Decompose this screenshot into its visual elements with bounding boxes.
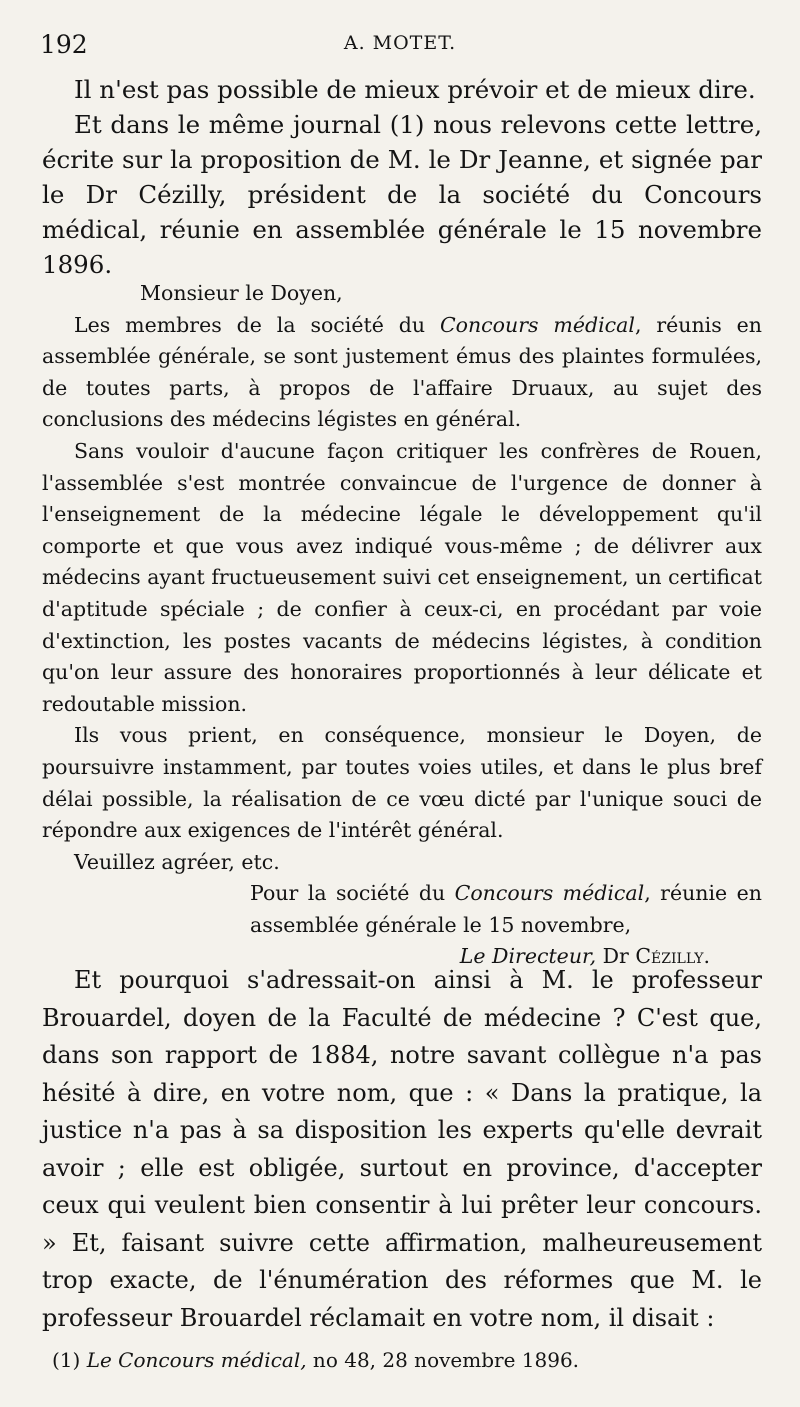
footnote-marker: (1) [52,1348,87,1372]
letter-p1-italic: Concours médical [439,312,635,337]
intro-paragraph-1: Il n'est pas possible de mieux prévoir et de mieux dire. [74,75,756,104]
signatory-name: Cézilly. [635,944,710,969]
footnote-italic: Le Concours médical, [86,1348,307,1372]
letter-paragraph-3: Ils vous prient, en conséquence, monsieur le Doyen, de poursuivre instamment, par toutes voies utiles, et dans le plus bref délai possible, la réalisation de ce vœu dicté par l'unique souci de répondre aux exigences de l'intérêt général. [42,723,762,843]
letter-p1-text-a: Les membres de la société du [74,312,440,337]
continuation-section [42,962,762,1337]
letter-closing: Veuillez agréer, etc. [74,849,280,874]
continuation-paragraph: Et pourquoi s'adressait-on ainsi à M. le professeur Brouardel, doyen de la Faculté de médecine ? C'est que, dans son rapport de 1884, notre savant collègue n'a pas hésité à dire, en votre nom, que : « Dans la pratique, la justice n'a pas à sa disposition les experts qu'elle devrait avoir ; elle est obligée, surtout en province, d'accepter ceux qui veulent bien consentir à lui prêter leur concours. » Et, faisant suivre cette affirmation, malheureusement trop exacte, de l'énumération des réformes que M. le professeur Brouardel réclamait en votre nom, il disait : [42,966,762,1332]
intro-paragraph-2: Et dans le même journal (1) nous relevons cette lettre, écrite sur la proposition de M. le Dr Jeanne, et signée par le Dr Cézilly, président de la société du Concours médical, réunie en assemblée générale le 15 novembre 1896. [42,110,762,279]
signatory-title: Le Directeur, [459,944,597,969]
footnote [42,1346,772,1374]
letter-paragraph-2: Sans vouloir d'aucune façon critiquer les confrères de Rouen, l'assemblée s'est montrée convaincue de l'urgence de donner à l'enseignement de la médecine légale le développement qu'il comporte et que vous avez indiqué vous-même ; de délivrer aux médecins ayant fructueusement suivi cet enseignement, un certificat d'aptitude spéciale ; de confier à ceux-ci, en procédant par voie d'extinction, les postes vacants de médecins légistes, à condition qu'on leur assure des honoraires proportionnés à leur délicate et redoutable mission. [42,438,762,716]
signatory-dr: Dr [596,944,636,969]
signature-text-a: Pour la société du [250,881,455,906]
letter-p1-text-b: , réunis en assemblée générale, se sont justement émus des plaintes formulées, de toutes parts, à propos de l'affaire Druaux, au sujet des conclusions des médecins légistes en général. [42,312,762,432]
signature-text-b: , réunie en assemblée générale le 15 novembre, [250,881,762,937]
footnote-text: no 48, 28 novembre 1896. [306,1348,580,1372]
signature-italic: Concours médical [454,881,645,906]
quoted-letter [42,278,762,973]
intro-section [42,72,762,282]
letter-signature-block [42,878,762,941]
page-number: 192 [40,30,88,59]
letter-salutation: Monsieur le Doyen, [140,281,343,305]
running-head: A. MOTET. [343,32,457,54]
page-header [40,30,760,66]
letter-paragraph-1 [42,310,762,436]
